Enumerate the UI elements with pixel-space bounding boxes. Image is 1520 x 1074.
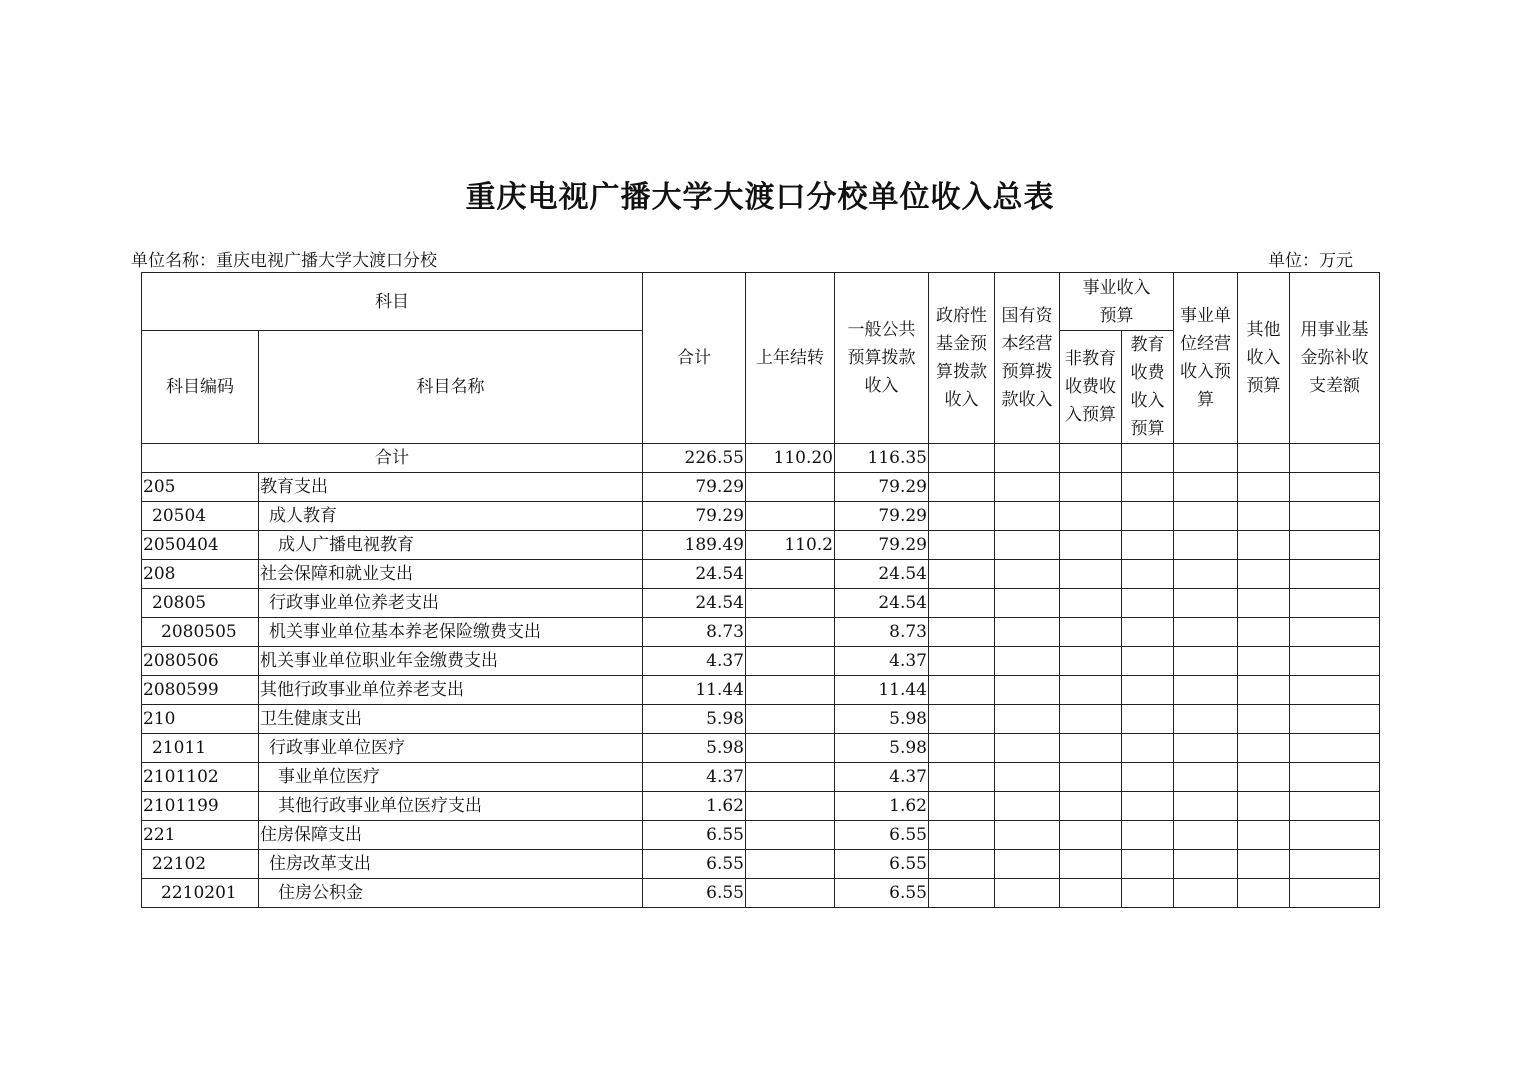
row-carryover [746, 792, 835, 821]
row-name: 住房改革支出 [259, 850, 643, 879]
table-row [142, 473, 1380, 502]
row-general: 6.55 [835, 821, 929, 850]
empty-cell [1290, 589, 1380, 618]
row-carryover [746, 560, 835, 589]
empty-cell [1060, 531, 1122, 560]
empty-cell [1238, 763, 1290, 792]
empty-cell [1174, 618, 1238, 647]
empty-cell [1238, 560, 1290, 589]
empty-cell [995, 531, 1060, 560]
row-code: 208 [142, 560, 259, 589]
header-code: 科目编码 [142, 331, 259, 444]
row-total: 8.73 [643, 618, 746, 647]
row-name: 事业单位医疗 [259, 763, 643, 792]
table-row [142, 792, 1380, 821]
empty-cell [1174, 502, 1238, 531]
row-code: 21011 [142, 734, 259, 763]
row-name: 成人教育 [259, 502, 643, 531]
empty-cell [1174, 879, 1238, 908]
row-code: 2050404 [142, 531, 259, 560]
row-general: 11.44 [835, 676, 929, 705]
empty-cell [929, 705, 995, 734]
empty-cell [1238, 792, 1290, 821]
empty-cell [1122, 850, 1174, 879]
empty-cell [995, 618, 1060, 647]
header-gov-fund: 政府性基金预算拨款收入 [929, 273, 995, 444]
empty-cell [1290, 647, 1380, 676]
empty-cell [1174, 444, 1238, 473]
empty-cell [1060, 502, 1122, 531]
row-carryover: 110.2 [746, 531, 835, 560]
empty-cell [1122, 676, 1174, 705]
row-code: 2101102 [142, 763, 259, 792]
row-carryover [746, 879, 835, 908]
empty-cell [1238, 444, 1290, 473]
empty-cell [1174, 821, 1238, 850]
empty-cell [1174, 589, 1238, 618]
empty-cell [1122, 792, 1174, 821]
empty-cell [1122, 763, 1174, 792]
empty-cell [1122, 502, 1174, 531]
empty-cell [1060, 763, 1122, 792]
row-carryover [746, 705, 835, 734]
empty-cell [1238, 531, 1290, 560]
row-total: 6.55 [643, 821, 746, 850]
row-general: 4.37 [835, 763, 929, 792]
row-code: 20805 [142, 589, 259, 618]
header-edu-fee: 教育收费收入预算 [1122, 331, 1174, 444]
empty-cell [1060, 734, 1122, 763]
empty-cell [995, 473, 1060, 502]
empty-cell [1060, 821, 1122, 850]
empty-cell [1174, 473, 1238, 502]
empty-cell [1290, 560, 1380, 589]
summary-carryover: 110.20 [746, 444, 835, 473]
empty-cell [1290, 850, 1380, 879]
table-row [142, 734, 1380, 763]
row-total: 79.29 [643, 502, 746, 531]
empty-cell [995, 734, 1060, 763]
empty-cell [1290, 879, 1380, 908]
header-other: 其他收入预算 [1238, 273, 1290, 444]
empty-cell [1060, 560, 1122, 589]
empty-cell [1060, 473, 1122, 502]
row-carryover [746, 589, 835, 618]
row-code: 2080599 [142, 676, 259, 705]
row-general: 5.98 [835, 705, 929, 734]
row-name: 行政事业单位医疗 [259, 734, 643, 763]
empty-cell [1290, 531, 1380, 560]
header-subject: 科目 [142, 273, 643, 331]
empty-cell [929, 560, 995, 589]
empty-cell [1290, 734, 1380, 763]
row-total: 189.49 [643, 531, 746, 560]
row-total: 5.98 [643, 734, 746, 763]
empty-cell [1290, 473, 1380, 502]
empty-cell [995, 879, 1060, 908]
row-name: 其他行政事业单位养老支出 [259, 676, 643, 705]
empty-cell [1174, 734, 1238, 763]
empty-cell [1238, 821, 1290, 850]
page-title: 重庆电视广播大学大渡口分校单位收入总表 [465, 180, 1055, 215]
empty-cell [1238, 879, 1290, 908]
summary-row [142, 444, 1380, 473]
row-name: 机关事业单位基本养老保险缴费支出 [259, 618, 643, 647]
empty-cell [1060, 705, 1122, 734]
empty-cell [1290, 618, 1380, 647]
empty-cell [1122, 647, 1174, 676]
row-general: 24.54 [835, 589, 929, 618]
row-total: 24.54 [643, 560, 746, 589]
empty-cell [1238, 850, 1290, 879]
unit-name: 单位名称：重庆电视广播大学大渡口分校 [131, 251, 437, 271]
row-code: 2080505 [142, 618, 259, 647]
row-name: 社会保障和就业支出 [259, 560, 643, 589]
summary-total: 226.55 [643, 444, 746, 473]
empty-cell [929, 850, 995, 879]
header-fund-gap: 用事业基金弥补收支差额 [1290, 273, 1380, 444]
row-carryover [746, 502, 835, 531]
empty-cell [929, 473, 995, 502]
empty-cell [1238, 473, 1290, 502]
empty-cell [1290, 705, 1380, 734]
row-name: 教育支出 [259, 473, 643, 502]
empty-cell [929, 879, 995, 908]
empty-cell [1290, 763, 1380, 792]
row-name: 住房公积金 [259, 879, 643, 908]
empty-cell [1238, 647, 1290, 676]
empty-cell [1174, 792, 1238, 821]
table-row [142, 705, 1380, 734]
unit-label: 单位：万元 [1268, 251, 1353, 271]
empty-cell [1238, 589, 1290, 618]
empty-cell [995, 444, 1060, 473]
row-name: 行政事业单位养老支出 [259, 589, 643, 618]
row-total: 6.55 [643, 879, 746, 908]
row-general: 4.37 [835, 647, 929, 676]
table-row [142, 560, 1380, 589]
empty-cell [1174, 531, 1238, 560]
empty-cell [1174, 676, 1238, 705]
empty-cell [1122, 473, 1174, 502]
row-code: 210 [142, 705, 259, 734]
empty-cell [929, 618, 995, 647]
empty-cell [1060, 444, 1122, 473]
empty-cell [1174, 705, 1238, 734]
table-row [142, 589, 1380, 618]
empty-cell [995, 792, 1060, 821]
empty-cell [929, 647, 995, 676]
row-code: 205 [142, 473, 259, 502]
header-state-capital: 国有资本经营预算拨款收入 [995, 273, 1060, 444]
empty-cell [1290, 444, 1380, 473]
empty-cell [995, 502, 1060, 531]
row-code: 22102 [142, 850, 259, 879]
row-carryover [746, 763, 835, 792]
empty-cell [995, 821, 1060, 850]
header-general-budget: 一般公共预算拨款收入 [835, 273, 929, 444]
empty-cell [1290, 502, 1380, 531]
row-general: 8.73 [835, 618, 929, 647]
row-code: 2210201 [142, 879, 259, 908]
empty-cell [929, 734, 995, 763]
empty-cell [1238, 618, 1290, 647]
row-code: 2101199 [142, 792, 259, 821]
summary-general: 116.35 [835, 444, 929, 473]
table-row [142, 879, 1380, 908]
header-carryover: 上年结转 [746, 273, 835, 444]
empty-cell [929, 763, 995, 792]
table-row [142, 763, 1380, 792]
empty-cell [1060, 618, 1122, 647]
row-general: 79.29 [835, 531, 929, 560]
empty-cell [995, 676, 1060, 705]
empty-cell [1174, 850, 1238, 879]
row-general: 6.55 [835, 850, 929, 879]
row-total: 24.54 [643, 589, 746, 618]
empty-cell [1122, 444, 1174, 473]
table-row [142, 676, 1380, 705]
summary-label: 合计 [142, 444, 643, 473]
row-name: 成人广播电视教育 [259, 531, 643, 560]
row-total: 4.37 [643, 647, 746, 676]
row-total: 6.55 [643, 850, 746, 879]
empty-cell [1174, 763, 1238, 792]
empty-cell [929, 589, 995, 618]
header-name: 科目名称 [259, 331, 643, 444]
table-row [142, 647, 1380, 676]
empty-cell [1122, 560, 1174, 589]
empty-cell [1060, 676, 1122, 705]
empty-cell [929, 444, 995, 473]
row-general: 79.29 [835, 473, 929, 502]
header-non-edu-fee: 非教育收费收入预算 [1060, 331, 1122, 444]
empty-cell [929, 821, 995, 850]
empty-cell [1122, 734, 1174, 763]
row-total: 79.29 [643, 473, 746, 502]
empty-cell [995, 647, 1060, 676]
row-general: 24.54 [835, 560, 929, 589]
header-total: 合计 [643, 273, 746, 444]
empty-cell [1122, 821, 1174, 850]
row-code: 20504 [142, 502, 259, 531]
empty-cell [995, 705, 1060, 734]
empty-cell [995, 850, 1060, 879]
row-code: 221 [142, 821, 259, 850]
row-name: 机关事业单位职业年金缴费支出 [259, 647, 643, 676]
empty-cell [1122, 705, 1174, 734]
row-code: 2080506 [142, 647, 259, 676]
row-carryover [746, 821, 835, 850]
empty-cell [1174, 647, 1238, 676]
empty-cell [1060, 879, 1122, 908]
row-carryover [746, 647, 835, 676]
header-business-unit: 事业单位经营收入预算 [1174, 273, 1238, 444]
row-general: 5.98 [835, 734, 929, 763]
row-carryover [746, 734, 835, 763]
empty-cell [1060, 647, 1122, 676]
row-total: 1.62 [643, 792, 746, 821]
row-total: 4.37 [643, 763, 746, 792]
row-carryover [746, 473, 835, 502]
row-carryover [746, 676, 835, 705]
empty-cell [1238, 676, 1290, 705]
table-row [142, 502, 1380, 531]
table-row [142, 821, 1380, 850]
row-name: 卫生健康支出 [259, 705, 643, 734]
table-row [142, 618, 1380, 647]
empty-cell [929, 792, 995, 821]
row-total: 11.44 [643, 676, 746, 705]
empty-cell [1122, 589, 1174, 618]
empty-cell [995, 763, 1060, 792]
empty-cell [1238, 705, 1290, 734]
row-total: 5.98 [643, 705, 746, 734]
row-general: 1.62 [835, 792, 929, 821]
empty-cell [1290, 676, 1380, 705]
empty-cell [929, 502, 995, 531]
row-carryover [746, 850, 835, 879]
empty-cell [995, 560, 1060, 589]
empty-cell [995, 589, 1060, 618]
empty-cell [1060, 589, 1122, 618]
row-general: 6.55 [835, 879, 929, 908]
table-row [142, 850, 1380, 879]
row-carryover [746, 618, 835, 647]
row-general: 79.29 [835, 502, 929, 531]
empty-cell [929, 531, 995, 560]
empty-cell [1238, 502, 1290, 531]
header-business-income: 事业收入预算 [1060, 273, 1174, 331]
empty-cell [1060, 850, 1122, 879]
empty-cell [929, 676, 995, 705]
empty-cell [1290, 821, 1380, 850]
empty-cell [1290, 792, 1380, 821]
empty-cell [1122, 531, 1174, 560]
income-table [141, 272, 1380, 908]
empty-cell [1060, 792, 1122, 821]
row-name: 住房保障支出 [259, 821, 643, 850]
table-row [142, 531, 1380, 560]
empty-cell [1238, 734, 1290, 763]
empty-cell [1122, 618, 1174, 647]
empty-cell [1122, 879, 1174, 908]
row-name: 其他行政事业单位医疗支出 [259, 792, 643, 821]
empty-cell [1174, 560, 1238, 589]
